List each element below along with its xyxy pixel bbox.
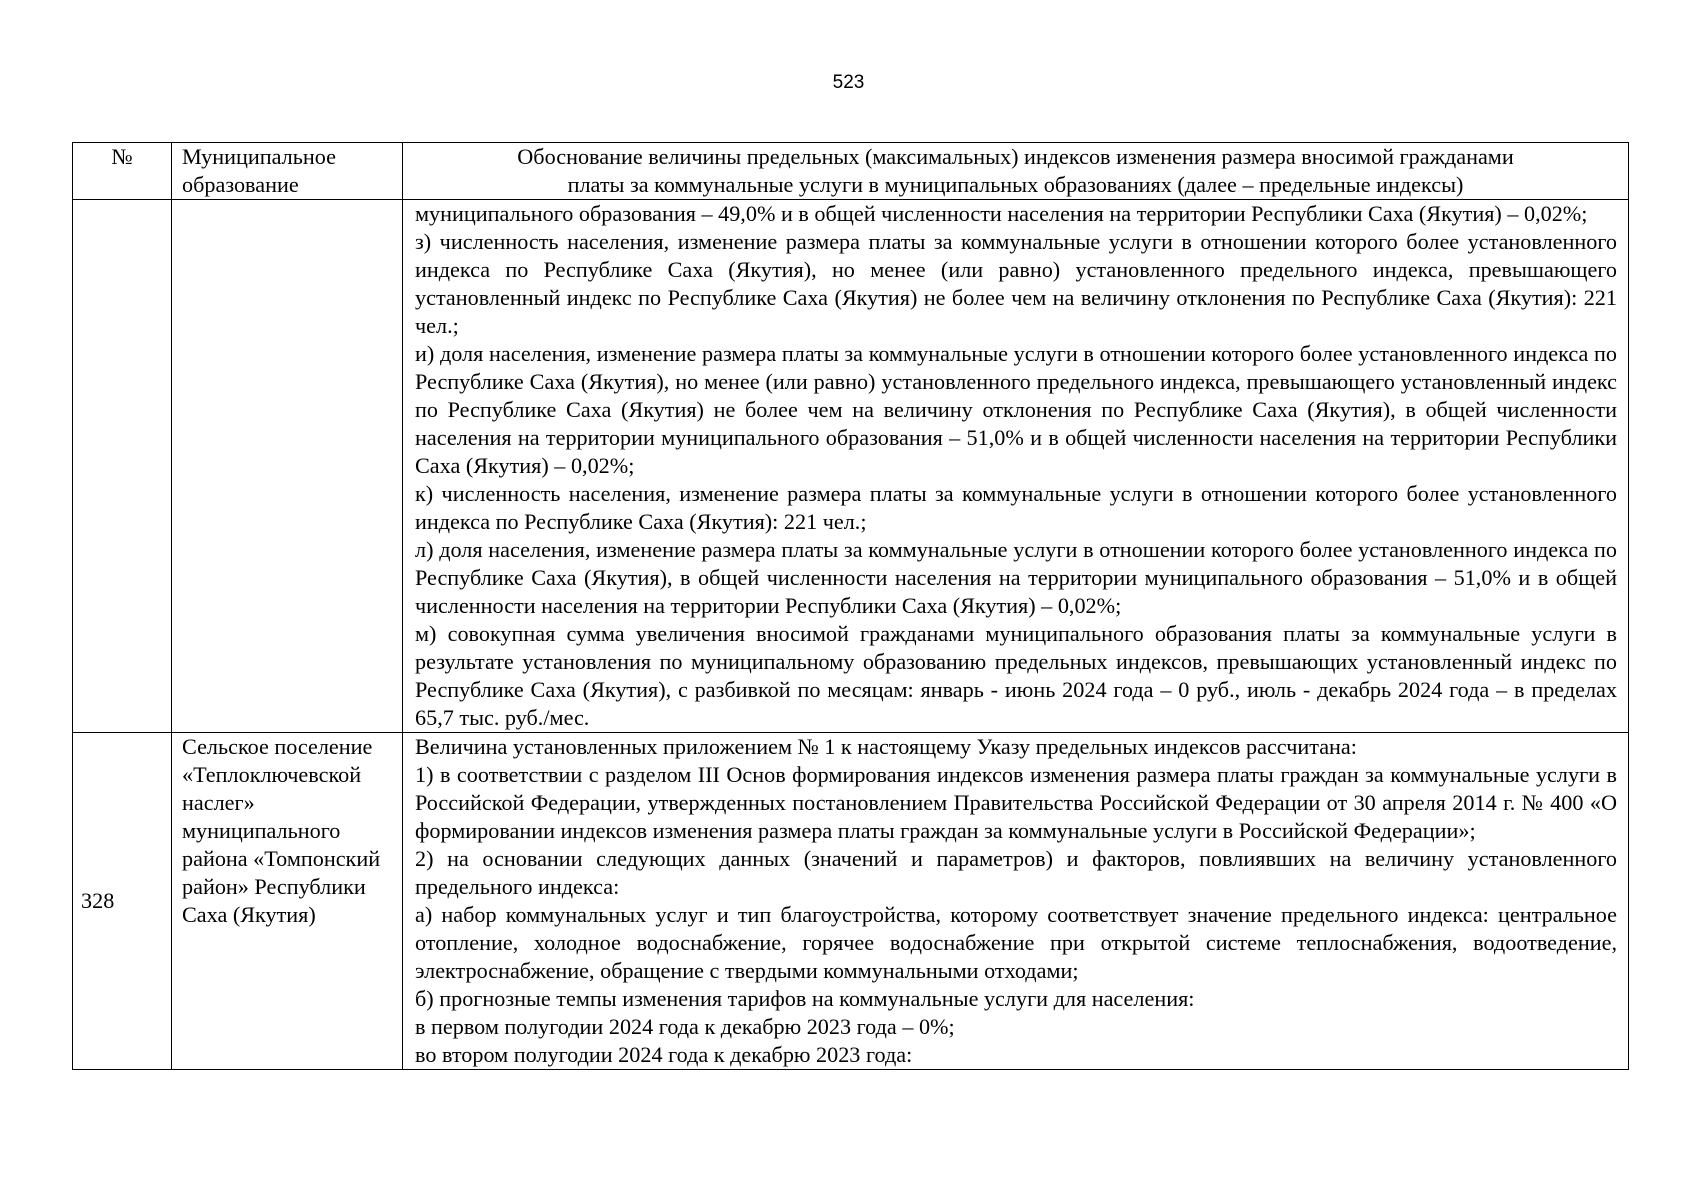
justification-paragraph: и) доля населения, изменение размера платы за коммунальные услуги в отношении которого более установленного индекса по Республике Саха (Якутия), но менее (или равно) установленного предельного индекса, превышающего установленный индекс по Республике Саха (Якутия) не более чем на величину отклонения по Республике Саха (Якутия), в общей численности населения на территории муниципального образования – 51,0% и в общей численности населения на территории Республики Саха (Якутия) – 0,02%; [415,341,1617,478]
row-justification [403,733,1629,1070]
page-number: 523 [832,72,865,93]
justification-paragraph: муниципального образования – 49,0% и в общей численности населения на территории Республики Саха (Якутия) – 0,02%; [415,201,1588,226]
header-justification-line-1: Обоснование величины предельных (максимальных) индексов изменения размера вносимой гражданами [517,144,1514,169]
justification-paragraph: л) доля населения, изменение размера платы за коммунальные услуги в отношении которого более установленного индекса по Республике Саха (Якутия), в общей численности населения на территории муниципального образования – 51,0% и в общей численности населения на территории Республики Саха (Якутия) – 0,02%; [415,537,1617,618]
justification-paragraph: к) численность населения, изменение размера платы за коммунальные услуги в отношении которого более установленного индекса по Республике Саха (Якутия): 221 чел.; [415,481,1617,534]
row-municipality: Сельское поселение «Теплоключевской наслег» муниципального района «Томпонский район» Республики Саха (Якутия) [172,733,403,1070]
row-number [73,200,172,733]
justification-paragraph: з) численность населения, изменение размера платы за коммунальные услуги в отношении которого более установленного индекса по Республике Саха (Якутия), но менее (или равно) установленного предельного индекса, превышающего установленный индекс по Республике Саха (Якутия) не более чем на величину отклонения по Республике Саха (Якутия): 221 чел.; [415,229,1617,338]
justification-paragraph: в первом полугодии 2024 года к декабрю 2023 года – 0%; [415,1014,955,1039]
justification-paragraph: 1) в соответствии с разделом III Основ формирования индексов изменения размера платы граждан за коммунальные услуги в Российской Федерации, утвержденных постановлением Правительства Российской Федерации от 30 апреля 2014 г. № 400 «О формировании индексов изменения размера платы граждан за коммунальные услуги в Российской Федерации»; [415,762,1617,843]
header-number: № [73,143,172,200]
header-justification-line-2: платы за коммунальные услуги в муниципальных образованиях (далее – предельные индексы) [567,172,1464,197]
table-row [73,200,1629,733]
justification-paragraph: Величина установленных приложением № 1 к настоящему Указу предельных индексов рассчитана: [415,734,1357,759]
row-justification [403,200,1629,733]
table-row [73,733,1629,1070]
justification-paragraph: во втором полугодии 2024 года к декабрю 2023 года: [415,1042,913,1067]
justification-paragraph: б) прогнозные темпы изменения тарифов на коммунальные услуги для населения: [415,986,1195,1011]
row-number: 328 [73,733,172,1070]
justification-paragraph: а) набор коммунальных услуг и тип благоустройства, которому соответствует значение предельного индекса: центральное отопление, холодное водоснабжение, горячее водоснабжение при открытой системе теплоснабжения, водоотведение, электроснабжение, обращение с твердыми коммунальными отходами; [415,902,1617,983]
municipal-index-table [72,142,1629,1070]
justification-paragraph: м) совокупная сумма увеличения вносимой гражданами муниципального образования платы за коммунальные услуги в результате установления по муниципальному образованию предельных индексов, превышающих установленный индекс по Республике Саха (Якутия), с разбивкой по месяцам: январь - июнь 2024 года – 0 руб., июль - декабрь 2024 года – в пределах 65,7 тыс. руб./мес. [415,621,1617,730]
table-header-row [73,143,1629,200]
justification-paragraph: 2) на основании следующих данных (значений и параметров) и факторов, повлиявших на величину установленного предельного индекса: [415,846,1617,899]
header-justification [403,143,1629,200]
header-municipality: Муниципальное образование [172,143,403,200]
row-municipality [172,200,403,733]
